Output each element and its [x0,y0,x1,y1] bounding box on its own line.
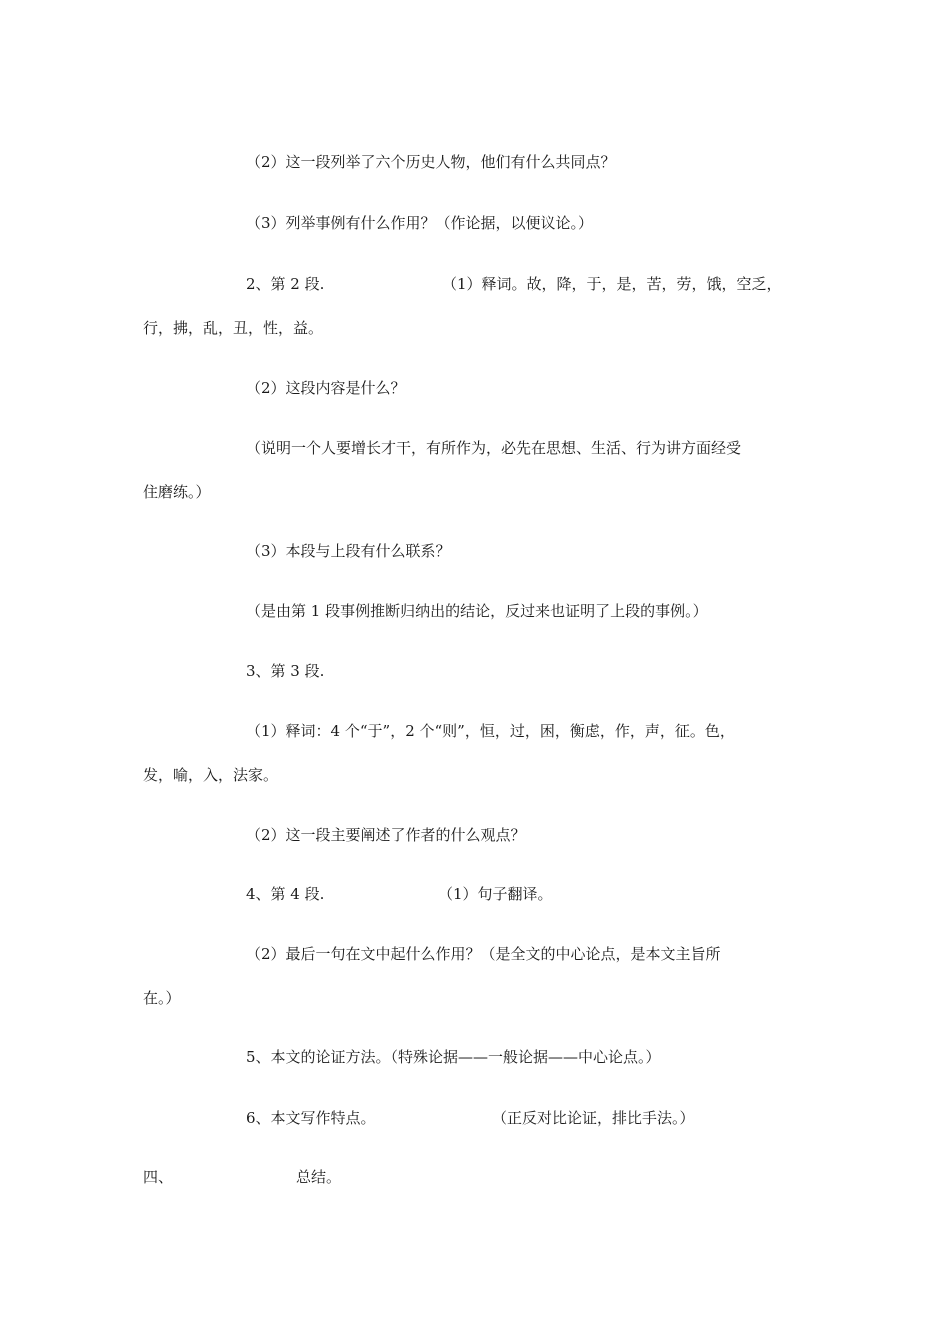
part-4-number: 四、 [143,1168,174,1186]
section-3-heading: 3、第 3 段. [246,662,325,680]
section-2-question-2: （2）这段内容是什么？ [246,379,406,397]
section-3-question-2: （2）这一段主要阐述了作者的什么观点？ [246,826,526,844]
item-6-answer: （正反对比论证，排比手法。） [492,1109,695,1127]
section-2-question-3: （3）本段与上段有什么联系？ [246,542,451,560]
question-2-common-point: （2）这一段列举了六个历史人物，他们有什么共同点？ [246,153,616,171]
item-6-label: 6、本文写作特点。 [246,1109,376,1127]
section-2-question-1-continued: 行，拂，乱，丑，性，益。 [143,319,324,337]
section-4-question-1: （1）句子翻译。 [438,885,553,903]
question-3-purpose: （3）列举事例有什么作用？（作论据，以便议论。） [246,214,594,232]
section-4-question-2-continued: 在。） [143,989,181,1007]
item-5-argument-method: 5、本文的论证方法。（特殊论据——一般论据——中心论点。） [246,1048,661,1066]
section-3-question-1-continued: 发，喻，入，法家。 [143,766,279,784]
section-4-heading: 4、第 4 段. [246,885,325,903]
section-2-answer-2: （说明一个人要增长才干，有所作为，必先在思想、生活、行为讲方面经受 [246,439,742,457]
section-4-question-2: （2）最后一句在文中起什么作用？（是全文的中心论点，是本文主旨所 [246,945,721,963]
section-2-heading: 2、第 2 段. [246,275,325,293]
section-3-question-1: （1）释词：4 个“于”，2 个“则”，恒，过，困，衡虑，作，声，征。色， [246,722,735,740]
part-4-title: 总结。 [296,1168,342,1186]
section-2-answer-3: （是由第 1 段事例推断归纳出的结论，反过来也证明了上段的事例。） [246,602,708,620]
section-2-answer-2-continued: 住磨练。） [143,483,211,501]
section-2-question-1: （1）释词。故，降，于，是，苦，劳，饿，空乏， [442,275,782,293]
